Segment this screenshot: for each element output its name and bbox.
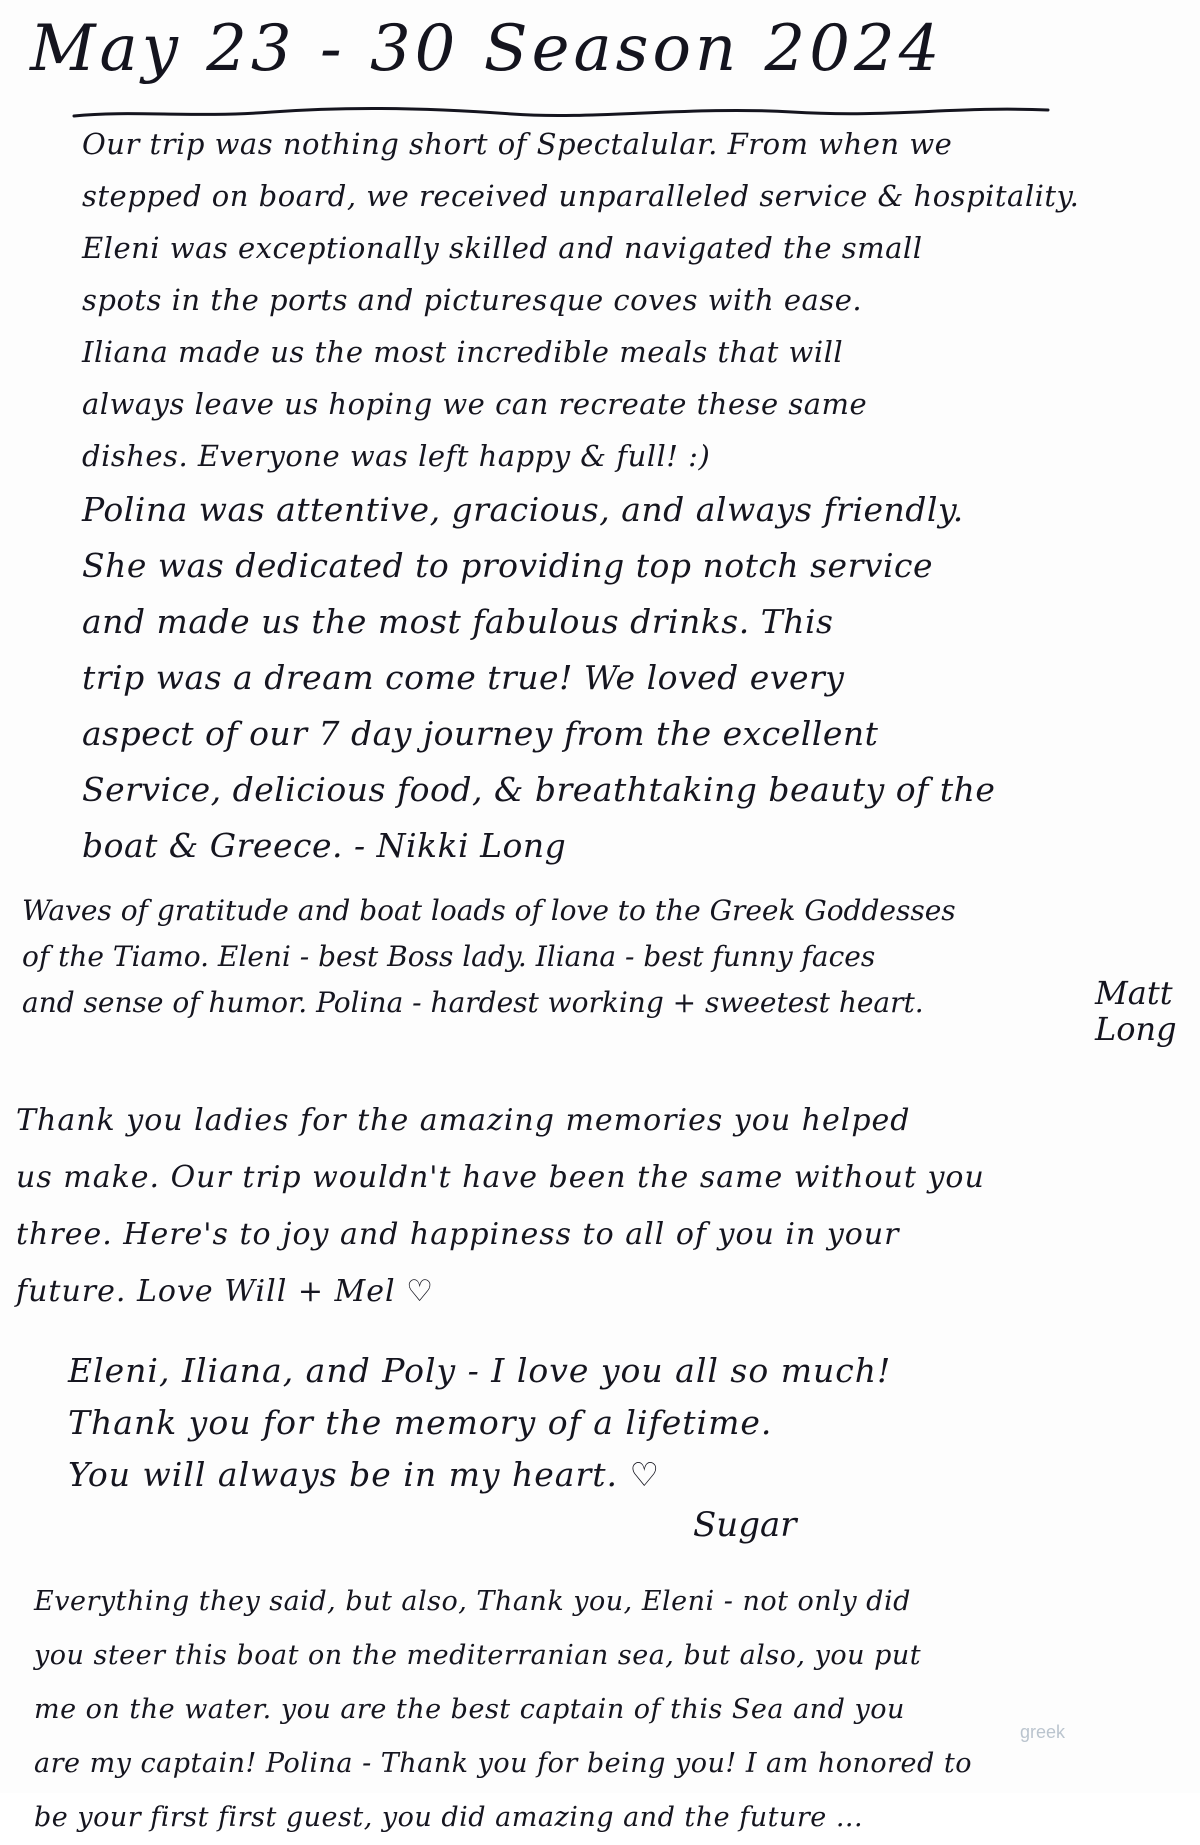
note-line: three. Here's to joy and happiness to all of you in your	[16, 1217, 900, 1252]
note-line: Waves of gratitude and boat loads of love to the Greek Goddesses	[22, 894, 956, 927]
watermark: greek	[1020, 1722, 1066, 1742]
note-line: Our trip was nothing short of Spectalular. From when we	[82, 127, 953, 161]
note-line: and made us the most fabulous drinks. This	[82, 602, 834, 641]
note-line: of the Tiamo. Eleni - best Boss lady. Iliana - best funny faces	[22, 940, 876, 973]
note-line: dishes. Everyone was left happy & full! :)	[82, 439, 711, 473]
note-line: Eleni, Iliana, and Poly - I love you all so much!	[68, 1351, 892, 1390]
note-line: Thank you for the memory of a lifetime.	[68, 1403, 773, 1442]
guest-note-sugar	[68, 1345, 1128, 1501]
note-line: always leave us hoping we can recreate these same	[82, 387, 868, 421]
page-title: May 23 - 30 Season 2024	[30, 12, 944, 86]
page-header	[30, 2, 1070, 112]
note-line: Thank you ladies for the amazing memories you helped	[16, 1103, 911, 1138]
signature-matt-long: Matt Long	[1095, 974, 1177, 1048]
signature-sugar: Sugar	[693, 1505, 797, 1545]
note-line: be your first first guest, you did amazing and the future ...	[34, 1802, 864, 1833]
note-line: spots in the ports and picturesque coves with ease.	[82, 283, 863, 317]
guest-note-captain	[34, 1575, 1194, 1845]
guest-note-nikki	[82, 118, 1132, 874]
guest-note-matt	[22, 888, 1082, 1026]
note-line: are my captain! Polina - Thank you for being you! I am honored to	[34, 1748, 972, 1779]
note-line: aspect of our 7 day journey from the excellent	[82, 714, 879, 753]
note-line: Polina was attentive, gracious, and always friendly.	[82, 490, 964, 529]
note-line: trip was a dream come true! We loved every	[82, 658, 845, 697]
note-line: and sense of humor. Polina - hardest working + sweetest heart.	[22, 986, 924, 1019]
guest-note-will-mel	[16, 1092, 1076, 1320]
note-line: you steer this boat on the mediterranian sea, but also, you put	[34, 1640, 922, 1671]
note-line: me on the water. you are the best captain of this Sea and you	[34, 1694, 905, 1725]
note-line: stepped on board, we received unparalleled service & hospitality.	[82, 179, 1080, 213]
note-line: Everything they said, but also, Thank you, Eleni - not only did	[34, 1586, 911, 1617]
note-line: She was dedicated to providing top notch service	[82, 546, 934, 585]
note-line: future. Love Will + Mel ♡	[16, 1274, 434, 1309]
note-line: You will always be in my heart. ♡	[68, 1455, 661, 1494]
note-line: us make. Our trip wouldn't have been the same without you	[16, 1160, 985, 1195]
note-line: Iliana made us the most incredible meals that will	[82, 335, 844, 369]
note-line: boat & Greece. - Nikki Long	[82, 826, 567, 865]
note-line: Service, delicious food, & breathtaking beauty of the	[82, 770, 996, 809]
note-line: Eleni was exceptionally skilled and navigated the small	[82, 231, 923, 265]
